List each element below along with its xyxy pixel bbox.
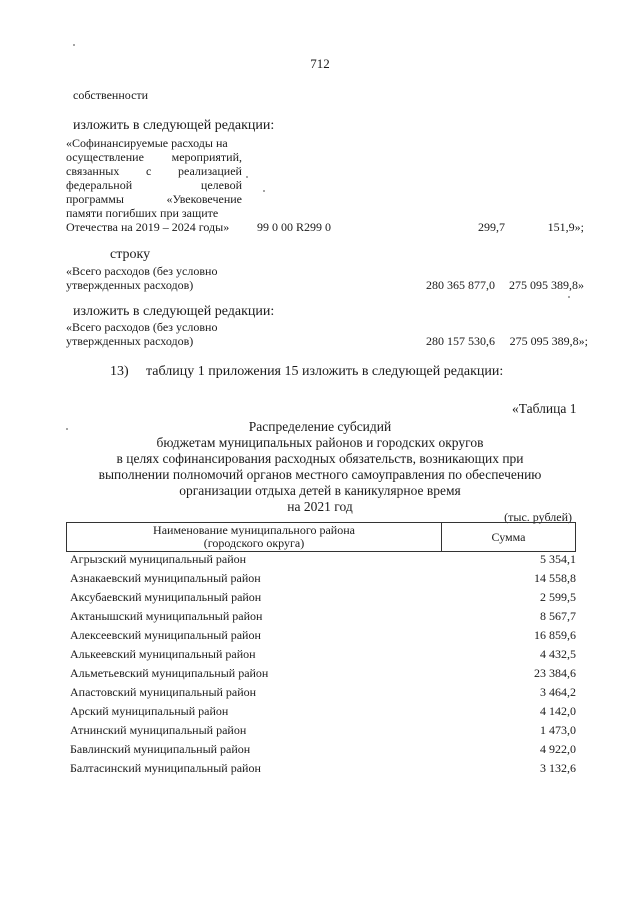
total-old-value-2: 275 095 389,8» — [509, 278, 584, 292]
district-amount: 4 142,0 — [540, 704, 576, 718]
table-row — [66, 552, 576, 571]
edit-heading-2: изложить в следующей редакции: — [73, 304, 275, 319]
table-row — [66, 628, 576, 647]
table-row — [66, 590, 576, 609]
district-amount: 8 567,7 — [540, 609, 576, 623]
program-value-2: 151,9»; — [547, 220, 584, 234]
scan-speck — [66, 428, 68, 430]
total-line: утвержденных расходов) — [66, 334, 194, 348]
table-title-line: в целях софинансирования расходных обязательств, возникающих при — [116, 451, 524, 466]
total-new-value-1: 280 157 530,6 — [426, 334, 495, 348]
table-row — [66, 647, 576, 666]
row-heading: строку — [110, 247, 151, 262]
program-code: 99 0 00 R299 0 — [257, 220, 332, 234]
item-13-number: 13) — [110, 364, 129, 379]
district-name: Атнинский муниципальный район — [70, 723, 247, 737]
page-number: 712 — [310, 56, 330, 71]
table-title-line: организации отдыха детей в каникулярное время — [179, 483, 461, 498]
table-row — [66, 742, 576, 761]
table-row — [66, 723, 576, 742]
district-name: Агрызский муниципальный район — [70, 552, 247, 566]
district-name: Аксубаевский муниципальный район — [70, 590, 262, 604]
total-new — [66, 320, 217, 348]
district-amount: 3 132,6 — [540, 761, 576, 775]
program-description — [66, 136, 242, 234]
total-old-value-1: 280 365 877,0 — [426, 278, 495, 292]
table-row — [66, 609, 576, 628]
table-row — [66, 666, 576, 685]
district-name: Актанышский муниципальный район — [70, 609, 263, 623]
units-label: (тыс. рублей) — [504, 510, 572, 524]
table-row — [66, 761, 576, 780]
district-name: Алькеевский муниципальный район — [70, 647, 256, 661]
total-line: «Всего расходов (без условно — [66, 320, 218, 334]
district-name: Бавлинский муниципальный район — [70, 742, 251, 756]
total-new-value-2: 275 095 389,8»; — [509, 334, 588, 348]
program-line: памяти погибших при защите — [66, 206, 219, 220]
scan-speck — [246, 176, 248, 178]
program-line: «Софинансируемые расходы на — [66, 136, 228, 150]
program-line: связанных с реализацией — [66, 164, 242, 178]
district-name: Алексеевский муниципальный район — [70, 628, 261, 642]
total-line: утвержденных расходов) — [66, 278, 194, 292]
table-reference: «Таблица 1 — [512, 401, 577, 416]
program-line: осуществление мероприятий, — [66, 150, 242, 164]
district-amount: 2 599,5 — [540, 590, 576, 604]
item-13-text: таблицу 1 приложения 15 изложить в следующей редакции: — [146, 364, 504, 379]
table-row — [66, 571, 576, 590]
scan-speck — [73, 44, 75, 46]
table-title-line: на 2021 год — [287, 499, 353, 514]
district-name: Апастовский муниципальный район — [70, 685, 257, 699]
total-old — [66, 264, 217, 292]
program-line: Отечества на 2019 – 2024 годы» — [66, 220, 230, 234]
district-amount: 5 354,1 — [540, 552, 576, 566]
district-amount: 14 558,8 — [534, 571, 576, 585]
scan-speck — [568, 296, 570, 298]
table-header — [66, 522, 576, 552]
program-line: программы «Увековечение — [66, 192, 242, 206]
edit-heading-1: изложить в следующей редакции: — [73, 118, 275, 133]
district-amount: 4 432,5 — [540, 647, 576, 661]
district-amount: 1 473,0 — [540, 723, 576, 737]
total-line: «Всего расходов (без условно — [66, 264, 218, 278]
program-value-1: 299,7 — [478, 220, 505, 234]
district-amount: 23 384,6 — [534, 666, 576, 680]
table-title-line: Распределение субсидий — [248, 419, 392, 434]
district-amount: 4 922,0 — [540, 742, 576, 756]
district-amount: 16 859,6 — [534, 628, 576, 642]
table-title-line: бюджетам муниципальных районов и городских округов — [156, 435, 484, 450]
program-line: федеральной целевой — [66, 178, 242, 192]
district-amount: 3 464,2 — [540, 685, 576, 699]
district-name: Балтасинский муниципальный район — [70, 761, 261, 775]
district-name: Азнакаевский муниципальный район — [70, 571, 261, 585]
scan-speck — [263, 190, 265, 192]
ownership-line: собственности — [73, 88, 149, 102]
table-row — [66, 685, 576, 704]
header-amount: Сумма — [442, 523, 576, 552]
table-row — [66, 704, 576, 723]
header-district: Наименование муниципального района (городского округа) — [67, 523, 442, 552]
district-name: Альметьевский муниципальный район — [70, 666, 269, 680]
table-title-line: выполнении полномочий органов местного самоуправления по обеспечению — [98, 467, 542, 482]
district-name: Арский муниципальный район — [70, 704, 229, 718]
